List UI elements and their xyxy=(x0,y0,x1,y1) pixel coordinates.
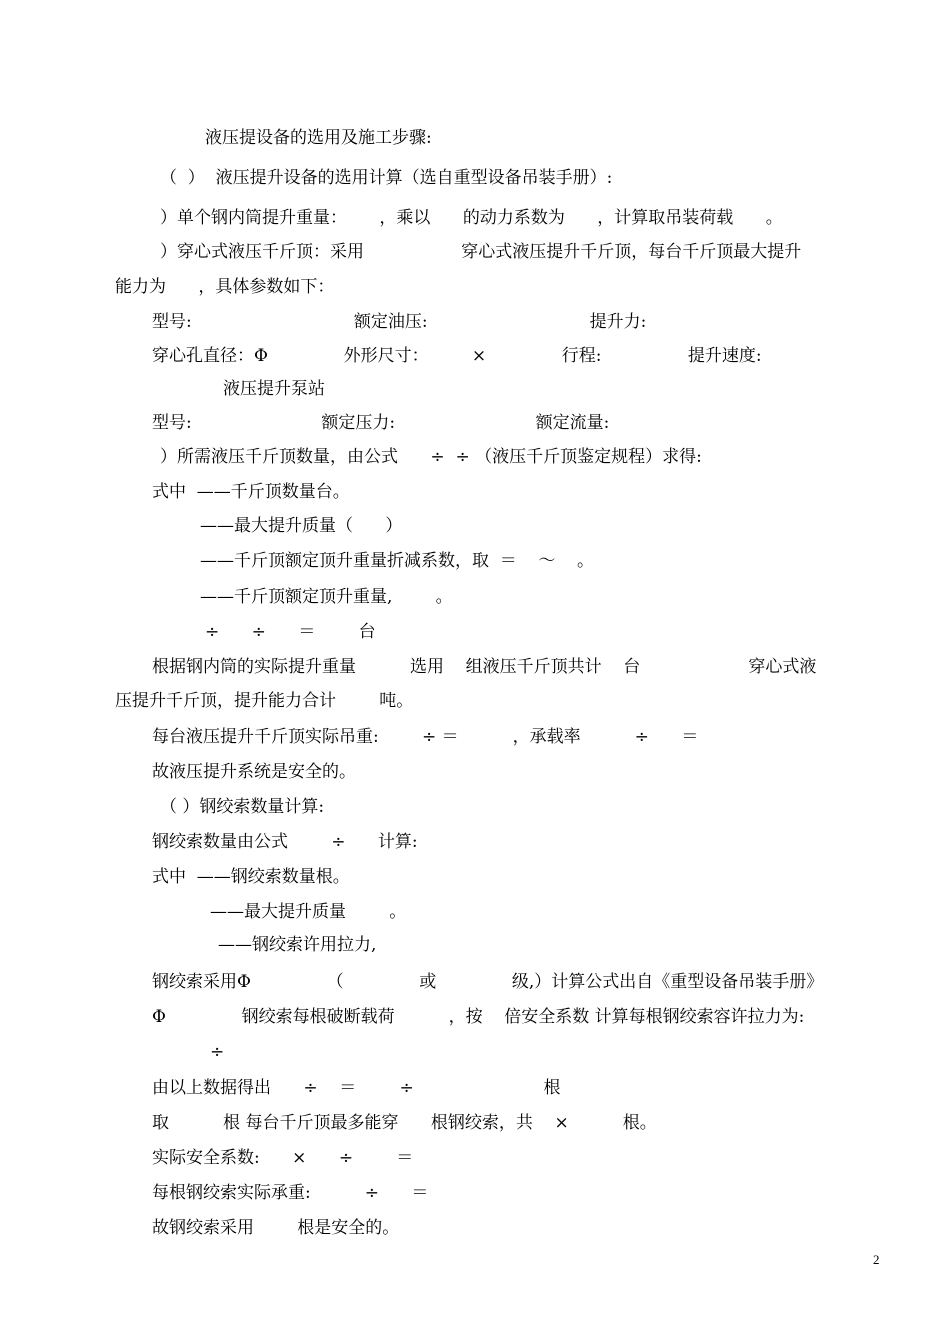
text-line: 能力为 ，具体参数如下： xyxy=(115,277,335,297)
text-line: 取 根 每台千斤顶最多能穿 根钢绞索，共 × 根。 xyxy=(152,1113,657,1133)
formula-line: ÷ xyxy=(210,1042,225,1062)
text-line: 根据钢内筒的实际提升重量 选用 组液压千斤顶共计 台 穿心式液 xyxy=(152,657,817,677)
param-heading: 液压提升泵站 xyxy=(223,379,325,399)
text-line: Φ 钢绞索每根破断载荷 ，按 倍安全系数 计算每根钢绞索容许拉力为: xyxy=(152,1007,805,1027)
text-line: 故液压提升系统是安全的。 xyxy=(152,762,356,782)
text-line: 实际安全系数: × ÷ ＝ xyxy=(152,1148,414,1168)
text-line: 每台液压提升千斤顶实际吊重: ÷ ＝ ，承载率 ÷ ＝ xyxy=(152,727,699,747)
text-line: ）所需液压千斤顶数量，由公式 ÷ ÷ （液压千斤顶鉴定规程）求得: xyxy=(160,447,702,467)
text-line: ）穿心式液压千斤顶：采用 穿心式液压提升千斤顶，每台千斤顶最大提升 xyxy=(160,242,802,262)
formula-line: ÷ ÷ ＝ 台 xyxy=(205,622,376,642)
text-line: ）单个钢内筒提升重量： ，乘以 的动力系数为 ，计算取吊装荷载 。 xyxy=(160,208,783,228)
section-heading: 液压提设备的选用及施工步骤: xyxy=(205,128,432,148)
text-line: 式中 ——千斤顶数量台。 xyxy=(152,482,350,502)
text-line: 每根钢绞索实际承重: ÷ ＝ xyxy=(152,1183,429,1203)
text-line: 式中 ——钢绞索数量根。 xyxy=(152,867,350,887)
page-number: 2 xyxy=(873,1252,880,1267)
param-line: 型号: 额定压力: 额定流量: xyxy=(152,413,610,433)
text-line: 由以上数据得出 ÷ ＝ ÷ 根 xyxy=(152,1078,561,1098)
definition-line: ——最大提升质量（ ） xyxy=(200,516,403,536)
text-line: 压提升千斤顶，提升能力合计 吨。 xyxy=(115,691,414,711)
definition-line: ——最大提升质量 。 xyxy=(210,902,407,922)
text-line: 故钢绞索采用 根是安全的。 xyxy=(152,1218,400,1238)
definition-line: ——千斤顶额定顶升重量折减系数，取 ＝ ～ 。 xyxy=(200,551,595,571)
subsection-heading: （ ）钢绞索数量计算: xyxy=(160,797,325,817)
param-line: 穿心孔直径：Φ 外形尺寸： × 行程: 提升速度: xyxy=(152,346,762,366)
definition-line: ——钢绞索许用拉力, xyxy=(218,935,377,955)
param-line: 型号: 额定油压: 提升力: xyxy=(152,312,647,332)
text-line: 钢绞索采用Φ （ 或 级,）计算公式出自《重型设备吊装手册》 xyxy=(152,972,824,992)
subsection-heading: （ ） 液压提升设备的选用计算（选自重型设备吊装手册）: xyxy=(160,168,613,188)
definition-line: ——千斤顶额定顶升重量, 。 xyxy=(200,587,453,607)
text-line: 钢绞索数量由公式 ÷ 计算: xyxy=(152,832,418,852)
